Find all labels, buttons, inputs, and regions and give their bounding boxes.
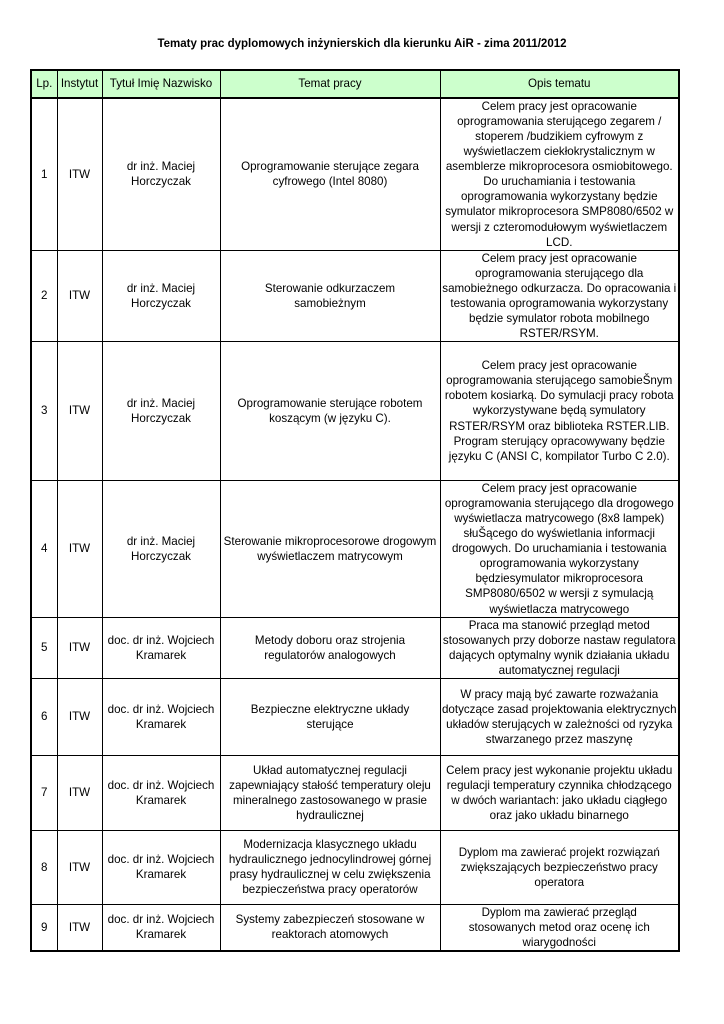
cell-supervisor: doc. dr inż. Wojciech Kramarek [102,904,220,951]
cell-institute: ITW [57,755,102,830]
cell-lp: 7 [31,755,57,830]
cell-lp: 9 [31,904,57,951]
cell-lp: 4 [31,481,57,618]
cell-description: Celem pracy jest opracowanie oprogramowania sterującego dla samobieżnego odkurzacza. Do opracowania i testowania oprogramowania wykorzystany będzie symulator robota mobilnego RSTER/RSYM. [440,250,679,341]
cell-institute: ITW [57,678,102,755]
cell-supervisor: dr inż. Maciej Horczyczak [102,342,220,481]
cell-lp: 6 [31,678,57,755]
cell-topic: Układ automatycznej regulacji zapewniający stałość temperatury oleju mineralnego zastosowanego w prasie hydraulicznej [220,755,440,830]
cell-description: Celem pracy jest wykonanie projektu układu regulacji temperatury czynnika chłodzącego w dwóch wariantach: jako układu ciągłego oraz jako układu binarnego [440,755,679,830]
cell-description: W pracy mają być zawarte rozważania dotyczące zasad projektowania elektrycznych układów sterujących w zależności od ryzyka stwarzanego przez maszynę [440,678,679,755]
table-row [31,617,679,678]
cell-description: Praca ma stanowić przegląd metod stosowanych przy doborze nastaw regulatora dających optymalny wynik działania układu automatycznej regulacji [440,617,679,678]
cell-lp: 2 [31,250,57,341]
cell-institute: ITW [57,342,102,481]
cell-topic: Metody doboru oraz strojenia regulatorów analogowych [220,617,440,678]
cell-lp: 5 [31,617,57,678]
table-row [31,904,679,951]
table-row [31,481,679,618]
cell-supervisor: doc. dr inż. Wojciech Kramarek [102,678,220,755]
header-lp: Lp. [31,70,57,98]
cell-topic: Systemy zabezpieczeń stosowane w reaktorach atomowych [220,904,440,951]
cell-institute: ITW [57,830,102,904]
cell-topic: Modernizacja klasycznego układu hydraulicznego jednocylindrowej górnej prasy hydraulicznej w celu zwiększenia bezpieczeństwa pracy operatorów [220,830,440,904]
cell-topic: Bezpieczne elektryczne układy sterujące [220,678,440,755]
header-institute: Instytut [57,70,102,98]
cell-institute: ITW [57,617,102,678]
cell-description: Dyplom ma zawierać projekt rozwiązań zwiększających bezpieczeństwo pracy operatora [440,830,679,904]
header-description: Opis tematu [440,70,679,98]
table-row [31,830,679,904]
cell-institute: ITW [57,98,102,250]
cell-institute: ITW [57,250,102,341]
cell-lp: 3 [31,342,57,481]
cell-topic: Oprogramowanie sterujące robotem koszącym (w języku C). [220,342,440,481]
cell-institute: ITW [57,481,102,618]
cell-supervisor: dr inż. Maciej Horczyczak [102,250,220,341]
cell-lp: 8 [31,830,57,904]
header-row [31,70,679,98]
cell-institute: ITW [57,904,102,951]
table-row [31,678,679,755]
table-row [31,250,679,341]
cell-description: Celem pracy jest opracowanie oprogramowania sterującego dla drogowego wyświetlacza matrycowego (8x8 lampek) słuŠącego do wyświetlania informacji drogowych. Do uruchamiania i testowania oprogramowania wykorzystany będziesymulator mikroprocesora SMP8080/6502 w wersji z symulacją wyświetlacza matrycowego [440,481,679,618]
header-supervisor: Tytuł Imię Nazwisko [102,70,220,98]
table-row [31,342,679,481]
cell-description: Dyplom ma zawierać przegląd stosowanych metod oraz ocenę ich wiarygodności [440,904,679,951]
page-title: Tematy prac dyplomowych inżynierskich dla kierunku AiR - zima 2011/2012 [157,38,567,50]
cell-topic: Oprogramowanie sterujące zegara cyfrowego (Intel 8080) [220,98,440,250]
cell-topic: Sterowanie odkurzaczem samobieżnym [220,250,440,341]
cell-description: Celem pracy jest opracowanie oprogramowania sterującego samobieŠnym robotem kosiarką. Do symulacji pracy robota wykorzystywane będą symulatory RSTER/RSYM oraz biblioteka RSTER.LIB. Program sterujący opracowywany będzie języku C (ANSI C, kompilator Turbo C 2.0). [440,342,679,481]
cell-lp: 1 [31,98,57,250]
cell-description: Celem pracy jest opracowanie oprogramowania sterującego zegarem / stoperem /budzikiem cyfrowym z wyświetlaczem ciekłokrystalicznym w asemblerze mikroprocesora osmiobitowego. Do uruchamiania i testowania oprogramowania wykorzystany będzie symulator mikroprocesora SMP8080/6502 w wersji z czteromodułowym wyświetlaczem LCD. [440,98,679,250]
cell-supervisor: doc. dr inż. Wojciech Kramarek [102,617,220,678]
table-row [31,755,679,830]
cell-supervisor: doc. dr inż. Wojciech Kramarek [102,830,220,904]
topics-table [30,69,680,952]
cell-supervisor: dr inż. Maciej Horczyczak [102,98,220,250]
cell-supervisor: doc. dr inż. Wojciech Kramarek [102,755,220,830]
cell-supervisor: dr inż. Maciej Horczyczak [102,481,220,618]
header-topic: Temat pracy [220,70,440,98]
cell-topic: Sterowanie mikroprocesorowe drogowym wyświetlaczem matrycowym [220,481,440,618]
table-row [31,98,679,250]
